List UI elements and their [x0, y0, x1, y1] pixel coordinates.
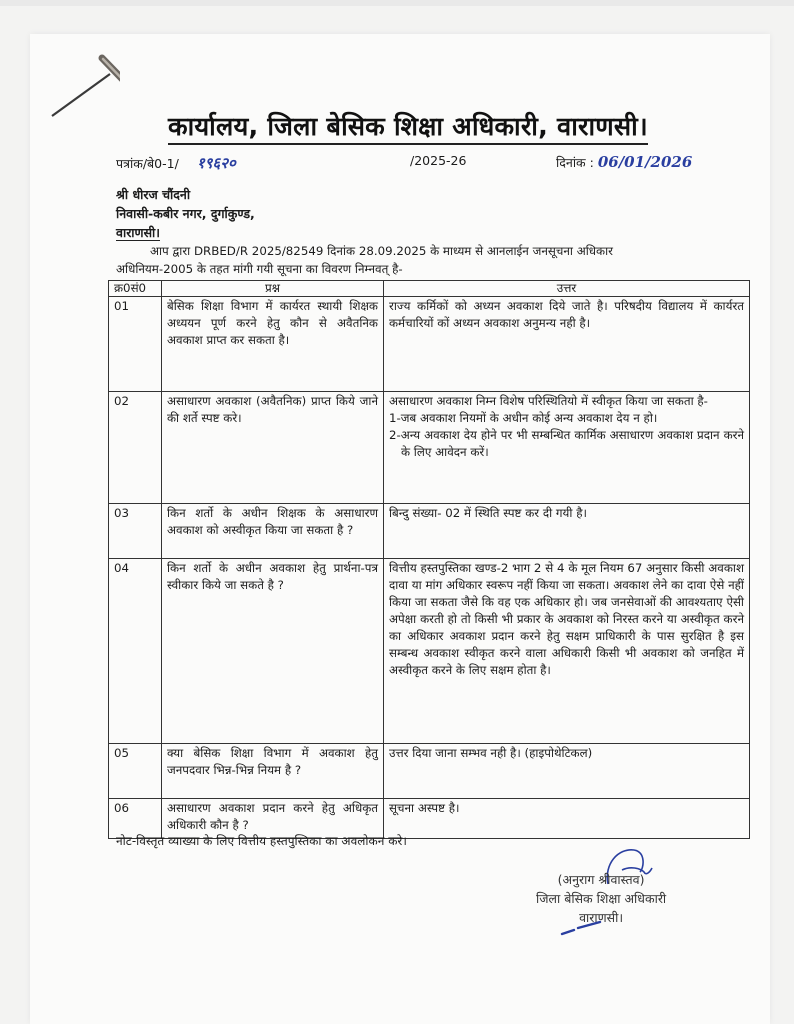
- row-question: असाधारण अवकाश प्रदान करने हेतु अधिकृत अधिकारी कौन है ?: [162, 799, 384, 839]
- table-row: [109, 559, 750, 744]
- session-year: /2025-26: [410, 153, 467, 168]
- table-header-row: [109, 281, 750, 297]
- answer-paragraph: उत्तर दिया जाना सम्भव नही है। (हाइपोथेटिकल): [389, 746, 593, 760]
- header-serial: क्र0सं0: [109, 281, 162, 297]
- answer-paragraph: 2-अन्य अवकाश देय होने पर भी सम्बन्धित कार्मिक असाधारण अवकाश प्रदान करने के लिए आवेदन करें।: [389, 428, 744, 459]
- letter-number: [116, 153, 236, 173]
- office-title: कार्यालय, जिला बेसिक शिक्षा अधिकारी, वाराणसी।: [168, 112, 648, 145]
- table-row: [109, 392, 750, 504]
- stapler-pin-icon: [30, 40, 120, 120]
- row-question: क्या बेसिक शिक्षा विभाग में अवकाश हेतु जनपदवार भिन्न-भिन्न नियम है ?: [162, 744, 384, 799]
- answer-paragraph: असाधारण अवकाश निम्न विशेष परिस्थितियो में स्वीकृत किया जा सकता है-: [389, 394, 708, 408]
- answer-paragraph: वित्तीय हस्तपुस्तिका खण्ड-2 भाग 2 से 4 के मूल नियम 67 अनुसार किसी अवकाश दावा या मांग अधिकार स्वरूप नहीं किया जा सकता। अवकाश लेने का दावा ऐसे नहीं किया जा सकता जैसे कि वह एक अधिकार हो। जब जनसेवाओं की आवश्यताए ऐसी अपेक्षा करती हो तो किसी भी प्रकार के अवकाश को निरस्त करने या अस्वीकृत करने का अधिकार अवकाश प्रदान करने हेतु सक्षम प्राधिकारी के पास सुरक्षित है इस सम्बन्ध अवकाश स्वीकृत करने वाला अधिकारी किसी भी अवकाश को जनहित में अस्वीकृत करने के लिए सक्षम होता है।: [389, 561, 744, 677]
- row-answer: [384, 392, 750, 504]
- answer-paragraph: बिन्दु संख्या- 02 में स्थिति स्पष्ट कर दी गयी है।: [389, 506, 587, 520]
- date-line: [556, 153, 692, 171]
- letter-number-label: पत्रांक/बे0-1/: [116, 156, 179, 171]
- recipient-address: निवासी-कबीर नगर, दुर्गाकुण्ड,: [116, 206, 255, 221]
- header-answer: उत्तर: [384, 281, 750, 297]
- row-serial-number: 03: [109, 504, 162, 559]
- intro-line-1: आप द्वारा DRBED/R 2025/82549 दिनांक 28.09.2025 के माध्यम से आनलाईन जनसूचना अधिकार: [150, 244, 613, 258]
- intro-line-2: अधिनियम-2005 के तहत मांगी गयी सूचना का विवरण निम्नवत् है-: [116, 262, 403, 276]
- signatory-designation: जिला बेसिक शिक्षा अधिकारी: [536, 891, 667, 906]
- signatory-place: वाराणसी।: [579, 910, 624, 925]
- row-question: असाधारण अवकाश (अवैतनिक) प्राप्त किये जाने की शर्ते स्पष्ट करे।: [162, 392, 384, 504]
- viewer-top-bar: [0, 0, 794, 6]
- table-row: [109, 504, 750, 559]
- ink-mark: [560, 918, 610, 938]
- row-serial-number: 04: [109, 559, 162, 744]
- row-question: किन शर्तो के अधीन शिक्षक के असाधारण अवकाश को अस्वीकृत किया जा सकता है ?: [162, 504, 384, 559]
- answer-paragraph: राज्य कर्मिकों को अध्यन अवकाश दिये जाते है। परिषदीय विद्यालय में कार्यरत कर्मचारियों कों अध्यन अवकाश अनुमन्य नही है।: [389, 299, 744, 330]
- letter-number-handwritten: १९६२०: [196, 154, 236, 172]
- answer-paragraph: सूचना अस्पष्ट है।: [389, 801, 460, 815]
- row-answer: [384, 297, 750, 392]
- footnote: नोट-विस्तृत व्याख्या के लिए वित्तीय हस्तपुस्तिका का अवलोकन करे।: [116, 834, 407, 848]
- row-serial-number: 01: [109, 297, 162, 392]
- row-answer: [384, 504, 750, 559]
- date-label: दिनांक :: [556, 155, 594, 170]
- row-serial-number: 02: [109, 392, 162, 504]
- recipient-city-wrap: [116, 224, 160, 241]
- row-question: किन शर्तो के अधीन अवकाश हेतु प्रार्थना-पत्र स्वीकार किये जा सकते है ?: [162, 559, 384, 744]
- signatory-name: (अनुराग श्रीवास्तव): [557, 872, 645, 887]
- row-answer: [384, 559, 750, 744]
- date-handwritten: 06/01/2026: [597, 153, 693, 171]
- row-answer: [384, 799, 750, 839]
- row-answer: [384, 744, 750, 799]
- rti-response-table: [108, 280, 750, 839]
- table-row: [109, 297, 750, 392]
- header-question: प्रश्न: [162, 281, 384, 297]
- answer-paragraph: 1-जब अवकाश नियमों के अधीन कोई अन्य अवकाश देय न हो।: [389, 411, 658, 425]
- row-serial-number: 05: [109, 744, 162, 799]
- table-row: [109, 744, 750, 799]
- recipient-name: श्री धीरज चौंदनी: [116, 187, 191, 202]
- recipient-city: वाराणसी।: [116, 225, 161, 240]
- row-question: बेसिक शिक्षा विभाग में कार्यरत स्थायी शिक्षक अध्ययन पूर्ण करने हेतु कौन से अवैतनिक अवकाश प्राप्त कर सकता है।: [162, 297, 384, 392]
- row-serial-number: 06: [109, 799, 162, 839]
